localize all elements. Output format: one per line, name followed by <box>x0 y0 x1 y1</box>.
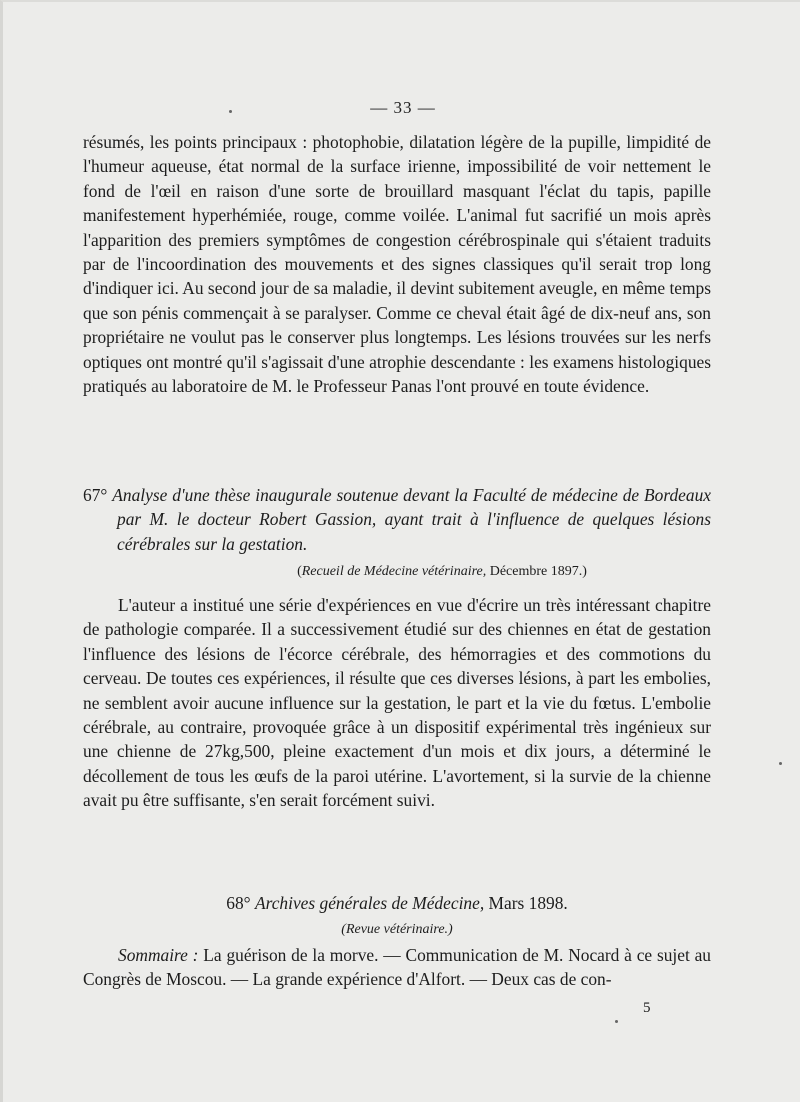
entry-68-heading <box>83 891 711 915</box>
entry-68-sommaire <box>83 943 711 992</box>
paragraph-continuation <box>83 130 711 398</box>
entry-67 <box>83 483 711 585</box>
source-date: Décembre 1897.) <box>489 564 587 580</box>
signature-mark: 5 <box>643 1000 651 1016</box>
entry-67-heading <box>83 483 711 556</box>
entry-68-number: 68° <box>226 893 251 913</box>
entry-68 <box>83 891 711 992</box>
dust-speck <box>615 1020 618 1023</box>
source-journal: Recueil de Médecine vétérinaire, <box>301 564 487 580</box>
source-open: ( <box>297 564 302 580</box>
entry-68-source-text: (Revue vétérinaire.) <box>341 922 453 938</box>
entry-67-body-text: L'auteur a institué une série d'expériences en vue d'écrire un très intéressant chapitre de pathologie comparée. Il a successivement étudié sur des chiennes en état de gestation l'influence des lésions de l'écorce cérébrale, des hémorragies et des commotions du cerveau. De toutes ces expériences, il résulte que ces diverses lésions, à part les embolies, ne semblent avoir aucune influence sur la gestation, le part et la vie du fœtus. L'embolie cérébrale, au contraire, provoquée grâce à un dispositif expérimental très ingénieux sur une chienne de 27kg,500, pleine exactement d'un mois et dix jours, a déterminé le décollement de tous les œufs de la paroi utérine. L'avortement, si la survie de la chienne avait pu être suffisante, s'en serait forcément suivi. <box>83 595 711 811</box>
sommaire-text: La guérison de la morve. — Communication de M. Nocard à ce sujet au Congrès de Moscou. — La grande expérience d'Alfort. — Deux cas de con- <box>83 944 712 990</box>
paragraph-text: résumés, les points principaux : photophobie, dilatation légère de la pupille, limpidité de l'humeur aqueuse, état normal de la surface irienne, impossibilité de voir nettement le fond de l'œil en raison d'une sorte de brouillard masquant l'éclat du tapis, papille manifestement hyperhémiée, rouge, comme voilée. L'animal fut sacrifié un mois après l'apparition des premiers symptômes de congestion cérébrospinale qui s'étaient traduits par de l'incoordination des mouvements et des signes classiques qu'il serait trop long d'indiquer ici. Au second jour de sa maladie, il devint subitement aveugle, en même temps que son pénis commençait à se paralyser. Comme ce cheval était âgé de dix-neuf ans, son propriétaire ne voulut pas le conserver plus longtemps. Les lésions trouvées sur les nerfs optiques ont montré qu'il s'agissait d'une atrophie descendante : les examens histologiques pratiqués au laboratoire de M. le Professeur Panas l'ont prouvé en toute évidence. <box>83 132 711 397</box>
entry-67-title: Analyse d'une thèse inaugurale soutenue devant la Faculté de médecine de Bordeaux par M. le docteur Robert Gassion, ayant trait à l'influence de quelques lésions cérébrales sur la gestation. <box>112 485 711 554</box>
entry-67-number: 67° <box>83 485 108 505</box>
entry-68-title: Archives générales de Médecine, <box>254 893 485 913</box>
entry-67-body <box>83 593 711 813</box>
entry-67-source <box>83 560 711 584</box>
dust-speck <box>779 762 782 765</box>
sommaire-label: Sommaire : <box>118 944 199 965</box>
entry-68-source <box>83 918 711 942</box>
dust-speck <box>229 110 232 113</box>
page-number: — 33 — <box>370 98 436 117</box>
entry-68-date: Mars 1898. <box>488 893 568 913</box>
